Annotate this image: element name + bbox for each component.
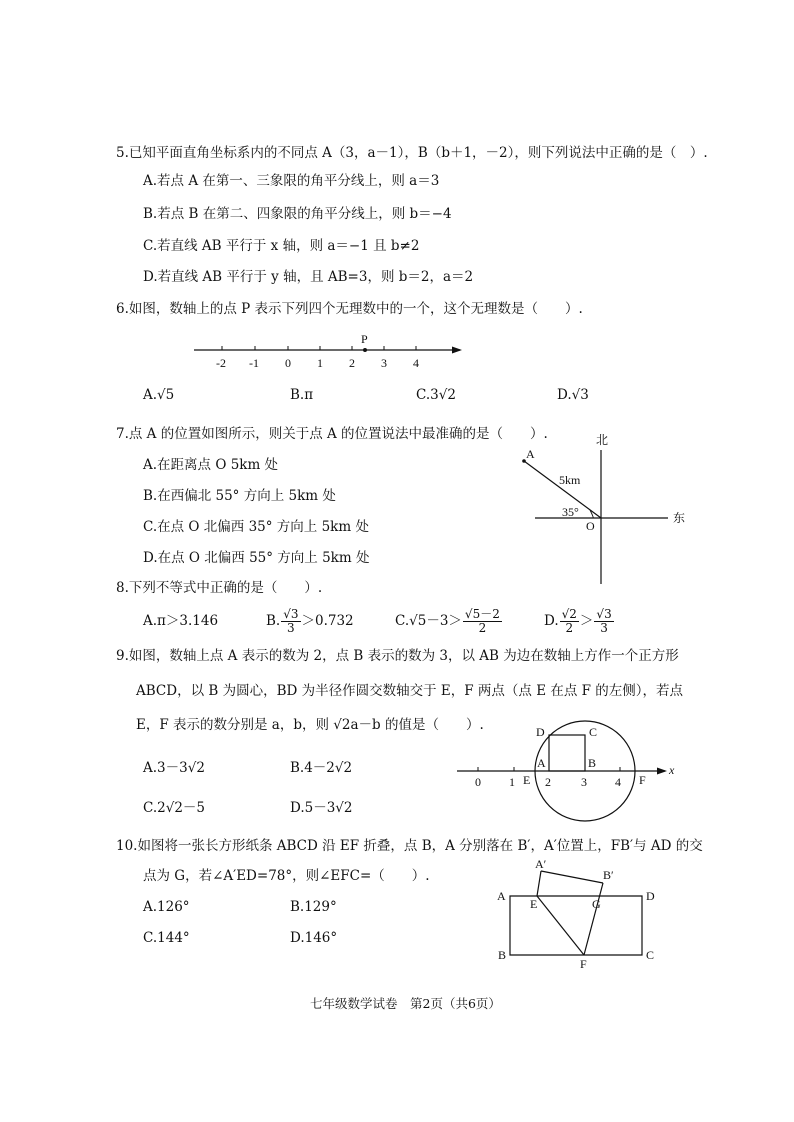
fraction-denominator: 2 [478,621,487,635]
q7-east-label: 东 [673,511,686,525]
q6-tick-label: 0 [285,356,291,370]
q10-label-d: D [646,889,655,903]
q9-option-d: D.5－3√2 [290,800,353,816]
q9-option-c: C.2√2－5 [143,800,206,816]
q10-option-b: B.129° [290,899,337,915]
q9-label-b: B [588,756,597,770]
q9-tick-label: 2 [545,775,551,789]
q9-label-x: x [669,763,675,777]
q8-option-c-fraction [463,608,502,635]
q8-option-a: A.π＞3.146 [143,613,219,629]
q9-option-a: A.3－3√2 [143,760,205,776]
q7-option-d: D.在点 O 北偏西 55° 方向上 5km 处 [143,550,370,566]
q9-circle-diagram [455,715,685,825]
q6-tick-label: 2 [349,356,355,370]
q8-option-b-prefix: B. [266,613,281,629]
q10-option-a: A.126° [143,899,190,915]
q6-point-label: P [361,332,368,346]
fraction-denominator: 3 [287,621,295,635]
q6-ticks [222,346,416,350]
q10-label-b-prime: B′ [603,868,614,882]
page-footer: 七年级数学试卷 第2页（共6页） [310,996,501,1011]
q7-option-b: B.在西偏北 55° 方向上 5km 处 [143,488,336,504]
fraction-numerator: √3 [283,607,299,621]
q5-stem: 5.已知平面直角坐标系内的不同点 A（3，a－1），B（b＋1，－2），则下列说法中正确的是（ ）. [116,145,708,161]
fraction-numerator: √2 [561,607,577,621]
q10-line-1: 10.如图将一张长方形纸条 ABCD 沿 EF 折叠，点 B，A 分别落在 B′，A′位置上，FB′与 AD 的交 [116,838,703,854]
q10-segment-ef [537,896,584,955]
q6-tick-label: 1 [317,356,323,370]
q7-direction-diagram [510,430,695,590]
q9-label-e: E [523,773,531,787]
q10-segment-b1f [584,883,603,955]
q7-origin-label: O [586,519,595,533]
q8-option-d-mid: ＞ [579,613,594,629]
q6-option-b: B.π [290,387,314,403]
q7-point-label: A [526,447,535,461]
q10-label-a: A [497,889,506,903]
q7-stem: 7.点 A 的位置如图所示，则关于点 A 的位置说法中最准确的是（ ）. [116,426,548,442]
q5-option-c: C.若直线 AB 平行于 x 轴，则 a＝−1 且 b≠2 [143,238,420,254]
q10-option-c: C.144° [143,930,190,946]
q10-label-e: E [530,897,538,911]
q10-label-g: G [592,897,601,911]
q10-label-c: C [646,948,655,962]
q9-label-a: A [537,756,546,770]
q10-segment-ea1 [537,871,541,896]
q9-tick-label: 0 [475,775,481,789]
q10-line-2: 点为 G，若∠A′ED=78°，则∠EFC=（ ）. [143,868,430,884]
fraction-numerator: √5－2 [464,607,500,621]
q10-label-a-prime: A′ [535,857,547,871]
q9-line-1: 9.如图，数轴上点 A 表示的数为 2，点 B 表示的数为 3，以 AB 为边在数轴上方作一个正方形 [116,648,679,664]
q6-option-d: D.√3 [557,387,589,403]
q8-option-d-fraction-2 [594,608,613,635]
q7-north-label: 北 [596,433,609,447]
q10-option-d: D.146° [290,930,338,946]
q8-option-c-prefix: C.√5－3＞ [395,613,462,629]
fraction-denominator: 3 [600,621,608,635]
q5-option-a: A.若点 A 在第一、三象限的角平分线上，则 a＝3 [143,173,440,189]
q10-label-b: B [498,948,507,962]
q8-option-b [266,603,354,639]
q7-option-a: A.在距离点 O 5km 处 [143,457,279,473]
q5-option-d: D.若直线 AB 平行于 y 轴，且 AB=3，则 b＝2，a＝2 [143,269,474,285]
q10-segment-a1b1 [541,871,603,883]
q8-option-d-fraction-1 [560,608,579,635]
q6-option-a: A.√5 [143,387,175,403]
q7-angle-label: 35° [562,505,579,519]
q9-square-abcd [549,735,585,771]
q9-line-3: E，F 表示的数分别是 a，b，则 √2a－b 的值是（ ）. [136,717,484,733]
q9-tick-label: 1 [509,775,515,789]
q9-label-f: F [639,773,646,787]
q6-tick-label: 3 [381,356,387,370]
q9-label-d: D [536,725,545,739]
q6-tick-label: 4 [413,356,419,370]
q9-tick-label: 3 [581,775,587,789]
q5-option-b: B.若点 B 在第二、四象限的角平分线上，则 b＝−4 [143,206,452,222]
q9-axis-arrow [657,768,667,775]
q6-tick-label: -1 [249,356,259,370]
q8-option-c [395,603,503,639]
q6-option-c: C.3√2 [416,387,456,403]
q10-label-f: F [580,957,587,971]
q6-tick-label: -2 [216,356,226,370]
q8-option-b-fraction [281,608,300,635]
q6-axis-arrow [452,347,462,354]
q9-tick-label: 4 [615,775,621,789]
q9-option-b: B.4－2√2 [290,760,353,776]
q6-point-p [363,348,367,352]
q7-option-c: C.在点 O 北偏西 35° 方向上 5km 处 [143,519,369,535]
q9-line-2: ABCD，以 B 为圆心，BD 为半径作圆交数轴交于 E，F 两点（点 E 在点 F 的左侧），若点 [136,683,684,699]
fraction-denominator: 2 [565,621,574,635]
q6-number-line [190,330,470,372]
q9-label-c: C [589,725,598,739]
q7-distance-label: 5km [559,473,581,487]
q6-stem: 6.如图，数轴上的点 P 表示下列四个无理数中的一个，这个无理数是（ ）. [116,301,583,317]
fraction-numerator: √3 [596,607,612,621]
q8-stem: 8.下列不等式中正确的是（ ）. [116,580,323,596]
q10-fold-diagram [490,855,670,970]
q8-option-b-suffix: ＞0.732 [301,613,354,629]
q8-option-d [544,603,615,639]
q8-option-d-prefix: D. [544,613,559,629]
